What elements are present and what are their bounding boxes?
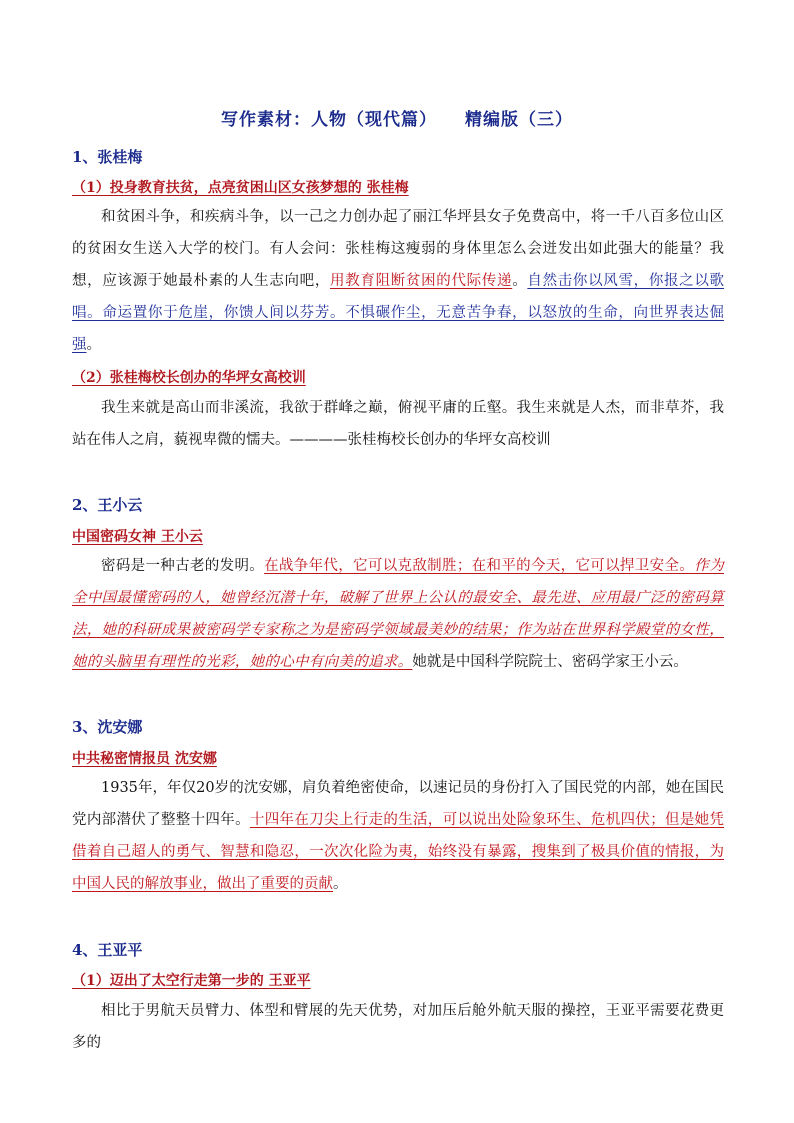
paragraph-wang-xiaoyun (72, 550, 724, 678)
punctuation: 。 (333, 876, 348, 892)
punctuation: 。 (512, 273, 528, 289)
punctuation: 。 (86, 337, 101, 353)
paragraph-shen-anna (72, 772, 724, 900)
highlight-red: 在战争年代，它可以克敌制胜；在和平的今天，它可以捍卫安全。 (264, 558, 695, 574)
paragraph-text: 她就是中国科学院院士、密码学家王小云。 (412, 654, 688, 670)
subheading-school-motto: （2）张桂梅校长创办的华坪女高校训 (72, 370, 306, 386)
highlight-red: 用教育阻断贫困的代际传递 (330, 273, 513, 289)
section-heading-shen-anna: 3、沈安娜 (72, 718, 143, 736)
highlight-handwritten: 作为全中国最懂密码的人，她曾经沉潜十年，破解了世界上公认的最安全、最先进、应用最广泛的密码算法，她的科研成果被密码学专家称之为是密码学领域最美妙的结果；作为站在世界科学殿堂的女性，她的头脑里有理性的光彩，她的心中有向美的追求。 (72, 558, 724, 670)
paragraph-text: 1935年，年仅20岁的沈安娜，肩负着绝密使命，以速记员的身份打入了国民党的内部，她在国民党内部潜伏了整整十四年。 (72, 780, 724, 828)
subheading-poverty-education: （1）投身教育扶贫，点亮贫困山区女孩梦想的 张桂梅 (72, 180, 409, 196)
section-heading-wang-xiaoyun: 2、王小云 (72, 496, 143, 514)
paragraph-text: 和贫困斗争，和疾病斗争，以一己之力创办起了丽江华坪县女子免费高中，将一千八百多位山区的贫困女生送入大学的校门。有人会问：张桂梅这瘦弱的身体里怎么会迸发出如此强大的能量？我想，应该源于她最朴素的人生志向吧， (72, 209, 724, 289)
highlight-blue: 自然击你以风雪，你报之以歌唱。命运置你于危崖，你馈人间以芬芳。不惧碾作尘，无意苦争春，以怒放的生命，向世界表达倔强 (72, 273, 725, 353)
subheading-cryptography-goddess: 中国密码女神 王小云 (72, 529, 203, 545)
section-heading-wang-yaping: 4、王亚平 (72, 941, 143, 959)
highlight-red: 十四年在刀尖上行走的生活，可以说出处险象环生、危机四伏；但是她凭借着自己超人的勇气、智慧和隐忍，一次次化险为夷，始终没有暴露，搜集到了极具价值的情报，为中国人民的解放事业，做出了重要的贡献 (72, 812, 724, 892)
paragraph-text: 密码是一种古老的发明。 (101, 558, 265, 574)
paragraph-school-motto: 我生来就是高山而非溪流，我欲于群峰之巅，俯视平庸的丘壑。我生来就是人杰，而非草芥，我站在伟人之肩，藐视卑微的懦夫。————张桂梅校长创办的华坪女高校训 (72, 400, 724, 448)
document-title (0, 105, 794, 130)
title-main: 写作素材：人物（现代篇） (221, 110, 437, 130)
subheading-spacewalk: （1）迈出了太空行走第一步的 王亚平 (72, 973, 311, 989)
section-heading-zhang-guimei: 1、张桂梅 (72, 148, 143, 166)
paragraph-zhang-guimei (72, 201, 724, 361)
title-edition: 精编版（三） (465, 110, 573, 130)
subheading-secret-agent: 中共秘密情报员 沈安娜 (72, 751, 217, 767)
paragraph-wang-yaping: 相比于男航天员臂力、体型和臂展的先天优势，对加压后舱外航天服的操控，王亚平需要花费更多的 (72, 1003, 724, 1051)
